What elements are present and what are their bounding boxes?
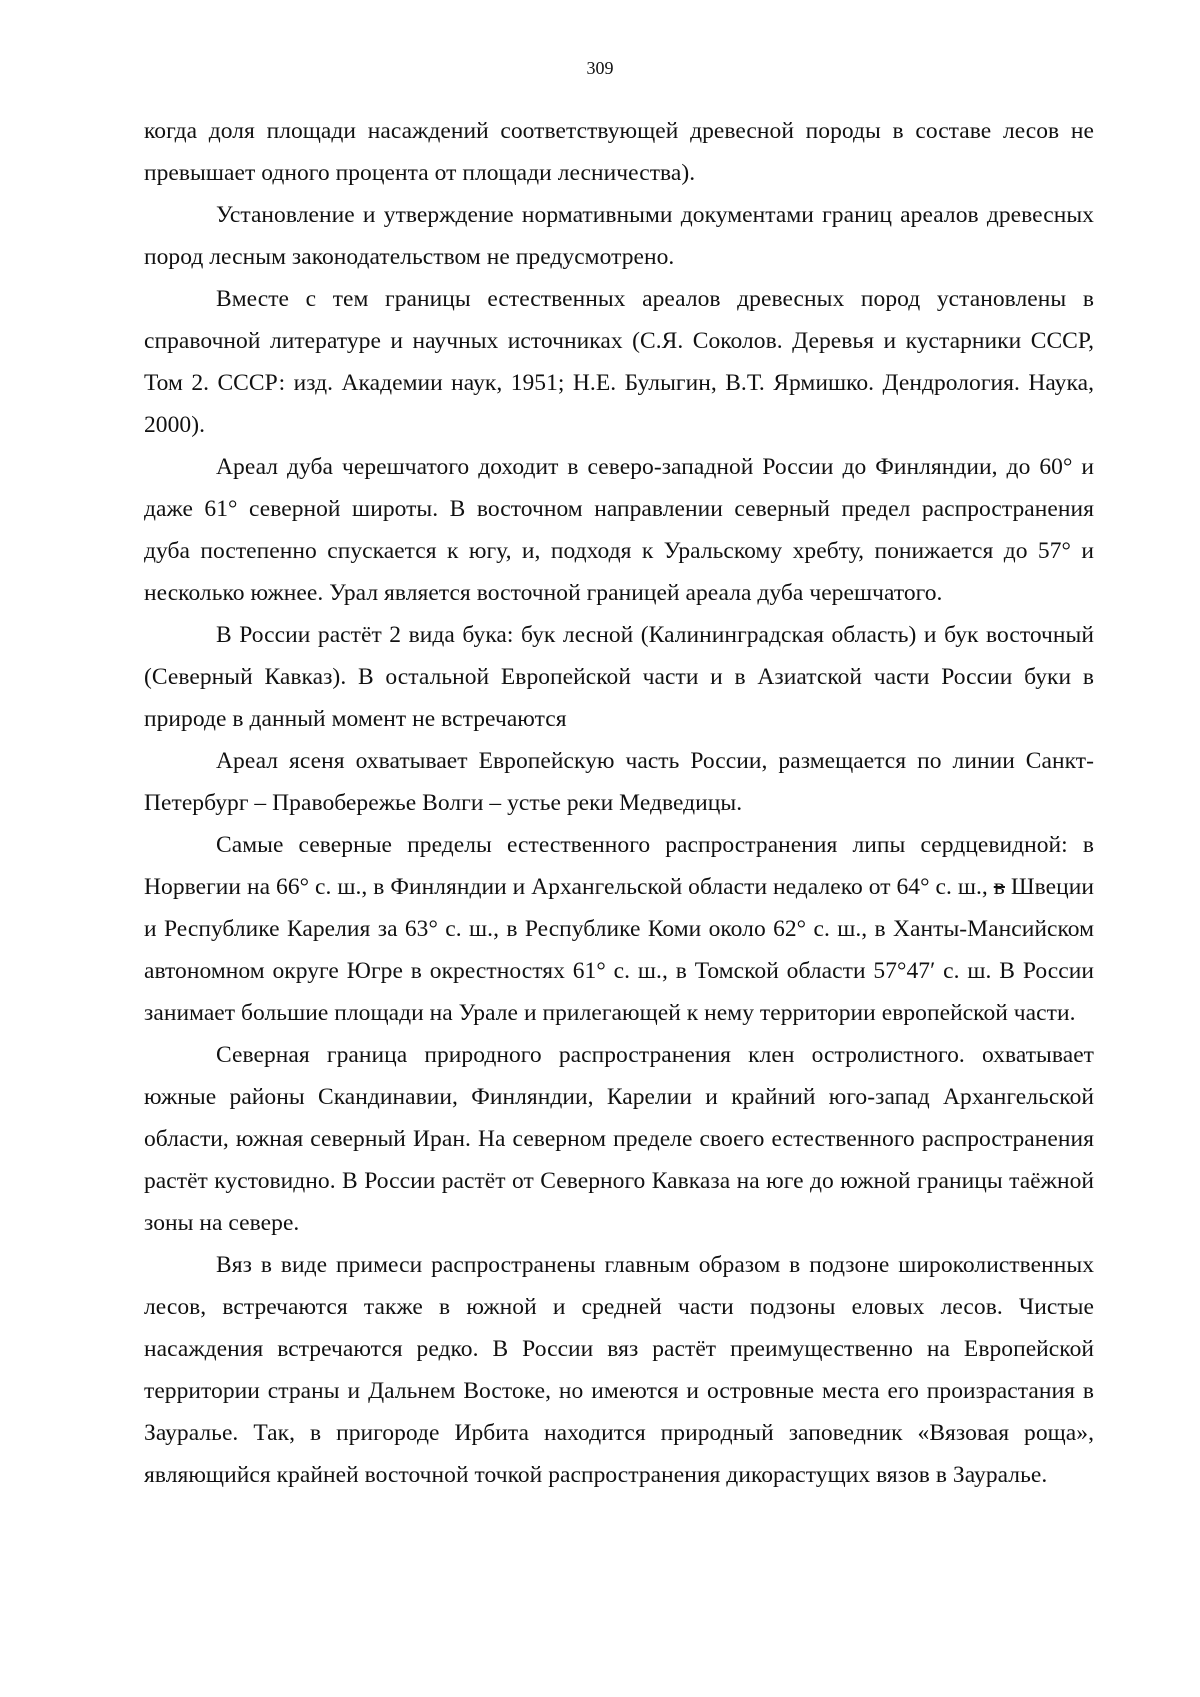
struck-word: в — [993, 874, 1005, 900]
page-number: 309 — [586, 58, 614, 78]
paragraph-beech-range: В России растёт 2 вида бука: бук лесной (Калининградская область) и бук восточный (Северный Кавказ). В остальной Европейской части и в Азиатской части России буки в природе в данный момент не встречаются — [144, 622, 1094, 732]
linden-text-before: Самые северные пределы естественного распространения липы сердцевидной: в Норвегии на 66° с. ш., в Финляндии и Архангельской области недалеко от 64° с. ш., — [144, 832, 1094, 900]
paragraph-maple-range: Северная граница природного распространения клен остролистного. охватывает южные районы Скандинавии, Финляндии, Карелии и крайний юго-запад Архангельской области, южная северный Иран. На северном пределе своего естественного распространения растёт кустовидно. В России растёт от Северного Кавказа на юге до южной границы таёжной зоны на севере. — [144, 1042, 1094, 1236]
linden-text-after: Швеции и Республике Карелия за 63° с. ш., в Республике Коми около 62° с. ш., в Ханты-Мансийском автономном округе Югре в окрестностях 61° с. ш., в Томской области 57°47′ с. ш. В России занимает большие площади на Урале и прилегающей к нему территории европейской части. — [144, 874, 1094, 1026]
paragraph-elm-range: Вяз в виде примеси распространены главным образом в подзоне широколиственных лесов, встречаются также в южной и средней части подзоны еловых лесов. Чистые насаждения встречаются редко. В России вяз растёт преимущественно на Европейской территории страны и Дальнем Востоке, но имеются и островные места его произрастания в Зауралье. Так, в пригороде Ирбита находится природный заповедник «Вязовая роща», являющийся крайней восточной точкой распространения дикорастущих вязов в Зауралье. — [144, 1252, 1094, 1488]
paragraph-reference-sources: Вместе с тем границы естественных ареалов древесных пород установлены в справочной литературе и научных источниках (С.Я. Соколов. Деревья и кустарники СССР, Том 2. СССР: изд. Академии наук, 1951; Н.Е. Булыгин, В.Т. Ярмишко. Дендрология. Наука, 2000). — [144, 286, 1094, 438]
paragraph-ash-range: Ареал ясеня охватывает Европейскую часть России, размещается по линии Санкт-Петербург – Правобережье Волги – устье реки Медведицы. — [144, 748, 1094, 816]
body-text — [144, 110, 1094, 1496]
paragraph-oak-range: Ареал дуба черешчатого доходит в северо-западной России до Финляндии, до 60° и даже 61° северной широты. В восточном направлении северный предел распространения дуба постепенно спускается к югу, и, подходя к Уральскому хребту, понижается до 57° и несколько южнее. Урал является восточной границей ареала дуба черешчатого. — [144, 454, 1094, 606]
paragraph-continuation: когда доля площади насаждений соответствующей древесной породы в составе лесов не превышает одного процента от площади лесничества). — [144, 118, 1094, 186]
paragraph-linden-range — [144, 824, 1094, 1034]
paragraph-boundaries-legislation: Установление и утверждение нормативными документами границ ареалов древесных пород лесным законодательством не предусмотрено. — [144, 202, 1094, 270]
